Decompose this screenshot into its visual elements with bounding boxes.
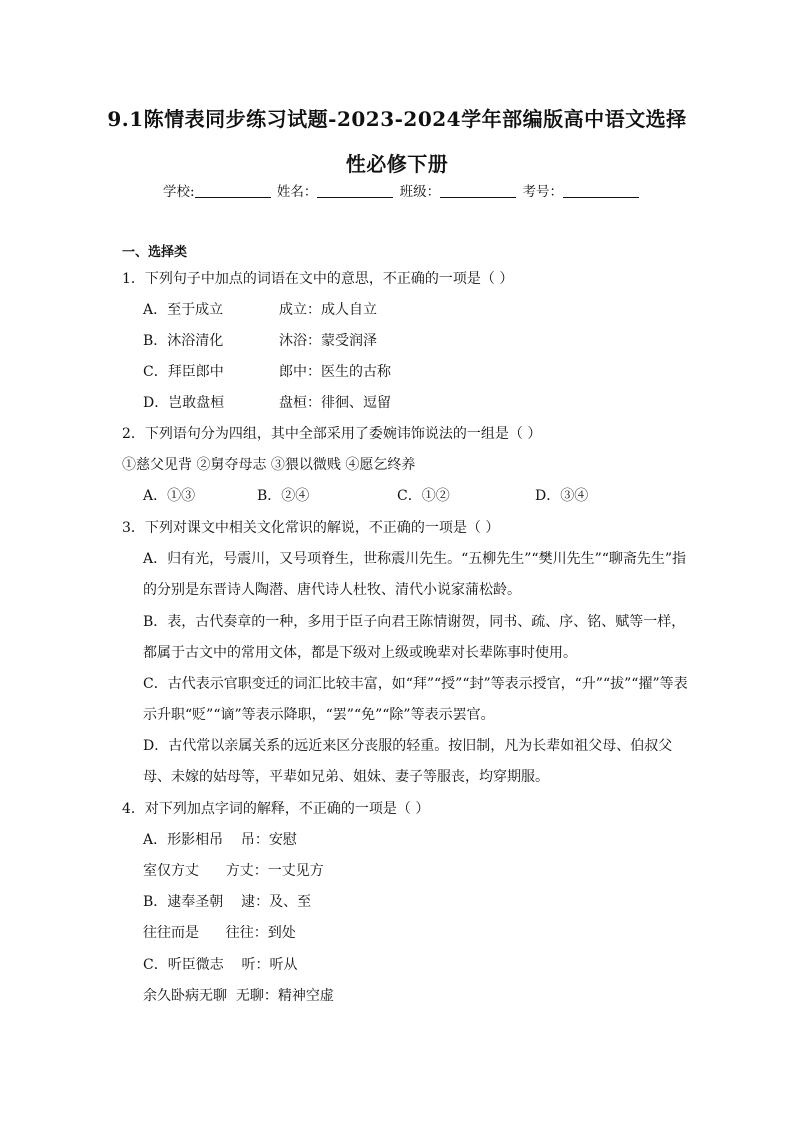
q1-option-b: B．沐浴清化 — [143, 333, 224, 349]
q3-option-d-line2: 母、未嫁的姑母等，平辈如兄弟、姐妹、妻子等服丧，均穿期服。 — [143, 769, 549, 785]
q4-option-b-second: 往往而是 往往：到处 — [143, 925, 296, 941]
q4-option-a-second: 室仅方丈 方丈：一丈见方 — [143, 863, 324, 879]
q1-option-a: A．至于成立 — [143, 302, 224, 318]
q3-option-a-line1: A．归有光，号震川，又号项脊生，世称震川先生。“五柳先生”“樊川先生”“聊斋先生”指 — [143, 551, 687, 567]
q1-option-b-meaning: 沐浴：蒙受润泽 — [279, 333, 377, 349]
page-title-line1: 9.1陈情表同步练习试题-2023-2024学年部编版高中语文选择 — [107, 107, 687, 131]
student-info-line — [163, 180, 641, 200]
q2-option-d: D．③④ — [535, 488, 589, 504]
q2-option-a: A．①③ — [143, 488, 196, 504]
q1-option-a-meaning: 成立：成人自立 — [279, 302, 377, 318]
question-2-stem: 2．下列语句分为四组，其中全部采用了委婉讳饰说法的一组是（ ） — [122, 426, 542, 442]
q3-option-d-line1: D．古代常以亲属关系的远近来区分丧服的轻重。按旧制，凡为长辈如祖父母、伯叔父 — [143, 738, 673, 754]
q4-option-c-second: 余久卧病无聊 无聊：精神空虚 — [143, 988, 334, 1004]
page-title-line2: 性必修下册 — [345, 152, 449, 176]
q1-option-c: C．拜臣郎中 — [143, 364, 224, 380]
school-label: 学校: — [163, 184, 195, 200]
number-blank — [563, 183, 639, 198]
q2-items: ①慈父见背 ②舅夺母志 ③猥以微贱 ④愿乞终养 — [122, 457, 416, 473]
name-label: 姓名： — [276, 184, 318, 200]
q3-option-c-line2: 示升职“贬”“谪”等表示降职，“罢”“免”“除”等表示罢官。 — [143, 707, 495, 723]
q4-option-b: B．逮奉圣朝 逮：及、至 — [143, 894, 312, 910]
q3-option-b-line1: B．表，古代奏章的一种，多用于臣子向君王陈情谢贺，同书、疏、序、铭、赋等一样， — [143, 614, 686, 630]
class-label: 班级： — [399, 184, 441, 200]
question-1-stem: 1．下列句子中加点的词语在文中的意思，不正确的一项是（ ） — [122, 271, 514, 287]
school-blank — [195, 183, 271, 198]
q3-option-b-line2: 都属于古文中的常用文体，都是下级对上级或晚辈对长辈陈事时使用。 — [143, 645, 577, 661]
q4-option-c: C．听臣微志 听：听从 — [143, 957, 298, 973]
name-blank — [317, 183, 393, 198]
question-4-stem: 4．对下列加点字词的解释，不正确的一项是（ ） — [122, 801, 430, 817]
q3-option-a-line2: 的分别是东晋诗人陶潜、唐代诗人杜牧、清代小说家蒲松龄。 — [143, 582, 521, 598]
section-heading: 一、选择类 — [122, 245, 188, 260]
question-3-stem: 3．下列对课文中相关文化常识的解说，不正确的一项是（ ） — [122, 520, 500, 536]
q1-option-d-meaning: 盘桓：徘徊、逗留 — [279, 395, 391, 411]
q1-option-c-meaning: 郎中：医生的古称 — [279, 364, 391, 380]
q2-option-c: C．①② — [397, 488, 450, 504]
q2-option-b: B．②④ — [257, 488, 310, 504]
number-label: 考号： — [522, 184, 563, 200]
q4-option-a: A．形影相吊 吊：安慰 — [143, 832, 297, 848]
q3-option-c-line1: C．古代表示官职变迁的词汇比较丰富，如“拜”“授”“封”等表示授官，“升”“拔”“擢”等表 — [143, 676, 688, 692]
q1-option-d: D．岂敢盘桓 — [143, 395, 225, 411]
class-blank — [440, 183, 516, 198]
